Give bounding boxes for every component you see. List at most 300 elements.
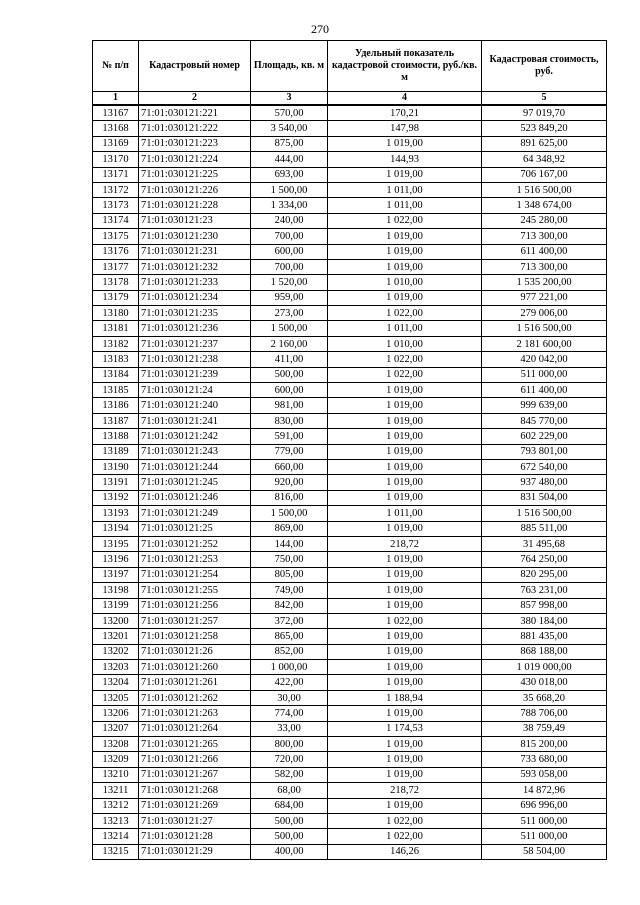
table-row — [93, 767, 607, 782]
area-cell: 959,00 — [251, 290, 328, 305]
cadastral-value-cell: 820 295,00 — [482, 567, 607, 582]
cadastral-number-cell: 71:01:030121:222 — [139, 121, 251, 136]
unit-rate-cell: 1 019,00 — [328, 660, 482, 675]
header-unit-rate: Удельный показатель кадастровой стоимости, руб./кв. м — [328, 41, 482, 92]
cadastral-value-cell: 602 229,00 — [482, 429, 607, 444]
row-number-cell: 13211 — [93, 783, 139, 798]
row-number-cell: 13176 — [93, 244, 139, 259]
cadastral-value-cell: 593 058,00 — [482, 767, 607, 782]
area-cell: 30,00 — [251, 690, 328, 705]
unit-rate-cell: 1 019,00 — [328, 521, 482, 536]
area-cell: 273,00 — [251, 306, 328, 321]
area-cell: 68,00 — [251, 783, 328, 798]
unit-rate-cell: 1 019,00 — [328, 459, 482, 474]
cadastral-value-cell: 764 250,00 — [482, 552, 607, 567]
table-row — [93, 613, 607, 628]
area-cell: 591,00 — [251, 429, 328, 444]
row-number-cell: 13209 — [93, 752, 139, 767]
cadastral-number-cell: 71:01:030121:268 — [139, 783, 251, 798]
cadastral-number-cell: 71:01:030121:257 — [139, 613, 251, 628]
row-number-cell: 13175 — [93, 229, 139, 244]
unit-rate-cell: 1 019,00 — [328, 567, 482, 582]
cadastral-number-cell: 71:01:030121:260 — [139, 660, 251, 675]
row-number-cell: 13193 — [93, 506, 139, 521]
cadastral-value-cell: 1 019 000,00 — [482, 660, 607, 675]
cadastral-value-cell: 891 625,00 — [482, 136, 607, 151]
unit-rate-cell: 1 019,00 — [328, 429, 482, 444]
cadastral-value-cell: 14 872,96 — [482, 783, 607, 798]
table-row — [93, 275, 607, 290]
cadastral-number-cell: 71:01:030121:231 — [139, 244, 251, 259]
unit-rate-cell: 1 022,00 — [328, 367, 482, 382]
row-number-cell: 13179 — [93, 290, 139, 305]
area-cell: 774,00 — [251, 706, 328, 721]
table-row — [93, 844, 607, 859]
row-number-cell: 13192 — [93, 490, 139, 505]
cadastral-value-cell: 733 680,00 — [482, 752, 607, 767]
cadastral-number-cell: 71:01:030121:27 — [139, 813, 251, 828]
unit-rate-cell: 1 011,00 — [328, 182, 482, 197]
table-row — [93, 459, 607, 474]
table-row — [93, 706, 607, 721]
cadastral-number-cell: 71:01:030121:236 — [139, 321, 251, 336]
table-row — [93, 398, 607, 413]
unit-rate-cell: 1 010,00 — [328, 275, 482, 290]
unit-rate-cell: 1 019,00 — [328, 290, 482, 305]
header-cadastral-value: Кадастровая стоимость, руб. — [482, 41, 607, 92]
area-cell: 600,00 — [251, 383, 328, 398]
cadastral-value-cell: 881 435,00 — [482, 629, 607, 644]
cadastral-number-cell: 71:01:030121:226 — [139, 182, 251, 197]
unit-rate-cell: 1 011,00 — [328, 321, 482, 336]
table-row — [93, 567, 607, 582]
unit-rate-cell: 1 019,00 — [328, 706, 482, 721]
row-number-cell: 13210 — [93, 767, 139, 782]
unit-rate-cell: 1 019,00 — [328, 383, 482, 398]
cadastral-number-cell: 71:01:030121:24 — [139, 383, 251, 398]
table-row — [93, 259, 607, 274]
cadastral-value-cell: 611 400,00 — [482, 244, 607, 259]
table-row — [93, 198, 607, 213]
cadastral-number-cell: 71:01:030121:234 — [139, 290, 251, 305]
unit-rate-cell: 1 010,00 — [328, 336, 482, 351]
table-row — [93, 213, 607, 228]
unit-rate-cell: 1 019,00 — [328, 475, 482, 490]
table-row — [93, 167, 607, 182]
cadastral-value-cell: 523 849,20 — [482, 121, 607, 136]
cadastral-value-cell: 31 495,68 — [482, 536, 607, 551]
area-cell: 500,00 — [251, 367, 328, 382]
table-row — [93, 306, 607, 321]
row-number-cell: 13181 — [93, 321, 139, 336]
column-number-row — [93, 92, 607, 106]
table-row — [93, 536, 607, 551]
unit-rate-cell: 1 019,00 — [328, 798, 482, 813]
area-cell: 1 334,00 — [251, 198, 328, 213]
cadastral-number-cell: 71:01:030121:264 — [139, 721, 251, 736]
row-number-cell: 13196 — [93, 552, 139, 567]
row-number-cell: 13207 — [93, 721, 139, 736]
area-cell: 1 500,00 — [251, 182, 328, 197]
area-cell: 816,00 — [251, 490, 328, 505]
table-row — [93, 244, 607, 259]
cadastral-number-cell: 71:01:030121:239 — [139, 367, 251, 382]
unit-rate-cell: 1 019,00 — [328, 413, 482, 428]
unit-rate-cell: 1 019,00 — [328, 583, 482, 598]
column-number: 5 — [482, 92, 607, 106]
row-number-cell: 13172 — [93, 182, 139, 197]
table-row — [93, 798, 607, 813]
cadastral-value-cell: 611 400,00 — [482, 383, 607, 398]
table-row — [93, 690, 607, 705]
unit-rate-cell: 144,93 — [328, 152, 482, 167]
cadastral-number-cell: 71:01:030121:232 — [139, 259, 251, 274]
table-row — [93, 490, 607, 505]
cadastral-number-cell: 71:01:030121:266 — [139, 752, 251, 767]
cadastral-number-cell: 71:01:030121:244 — [139, 459, 251, 474]
row-number-cell: 13189 — [93, 444, 139, 459]
row-number-cell: 13171 — [93, 167, 139, 182]
header-row-number: № п/п — [93, 41, 139, 92]
table-row — [93, 737, 607, 752]
cadastral-value-table — [92, 40, 607, 860]
cadastral-value-cell: 35 668,20 — [482, 690, 607, 705]
table-row — [93, 182, 607, 197]
row-number-cell: 13202 — [93, 644, 139, 659]
unit-rate-cell: 1 019,00 — [328, 136, 482, 151]
table-row — [93, 629, 607, 644]
cadastral-number-cell: 71:01:030121:223 — [139, 136, 251, 151]
cadastral-value-cell: 511 000,00 — [482, 367, 607, 382]
cadastral-number-cell: 71:01:030121:224 — [139, 152, 251, 167]
cadastral-value-cell: 977 221,00 — [482, 290, 607, 305]
header-row — [93, 41, 607, 92]
cadastral-value-cell: 885 511,00 — [482, 521, 607, 536]
table-row — [93, 721, 607, 736]
row-number-cell: 13184 — [93, 367, 139, 382]
unit-rate-cell: 1 022,00 — [328, 613, 482, 628]
row-number-cell: 13198 — [93, 583, 139, 598]
table-row — [93, 783, 607, 798]
cadastral-number-cell: 71:01:030121:28 — [139, 829, 251, 844]
cadastral-number-cell: 71:01:030121:235 — [139, 306, 251, 321]
table-row — [93, 152, 607, 167]
row-number-cell: 13206 — [93, 706, 139, 721]
table-row — [93, 105, 607, 121]
area-cell: 842,00 — [251, 598, 328, 613]
table-row — [93, 383, 607, 398]
area-cell: 1 500,00 — [251, 506, 328, 521]
unit-rate-cell: 1 019,00 — [328, 244, 482, 259]
unit-rate-cell: 1 019,00 — [328, 259, 482, 274]
area-cell: 1 520,00 — [251, 275, 328, 290]
unit-rate-cell: 1 022,00 — [328, 829, 482, 844]
table-row — [93, 644, 607, 659]
cadastral-number-cell: 71:01:030121:221 — [139, 105, 251, 121]
cadastral-value-cell: 868 188,00 — [482, 644, 607, 659]
row-number-cell: 13199 — [93, 598, 139, 613]
area-cell: 372,00 — [251, 613, 328, 628]
row-number-cell: 13182 — [93, 336, 139, 351]
header-area: Площадь, кв. м — [251, 41, 328, 92]
table-row — [93, 136, 607, 151]
table-row — [93, 229, 607, 244]
unit-rate-cell: 1 019,00 — [328, 675, 482, 690]
column-number: 2 — [139, 92, 251, 106]
row-number-cell: 13204 — [93, 675, 139, 690]
unit-rate-cell: 146,26 — [328, 844, 482, 859]
table-body — [93, 105, 607, 860]
cadastral-number-cell: 71:01:030121:23 — [139, 213, 251, 228]
row-number-cell: 13177 — [93, 259, 139, 274]
table-row — [93, 829, 607, 844]
cadastral-value-cell: 999 639,00 — [482, 398, 607, 413]
unit-rate-cell: 170,21 — [328, 105, 482, 121]
row-number-cell: 13191 — [93, 475, 139, 490]
row-number-cell: 13186 — [93, 398, 139, 413]
row-number-cell: 13212 — [93, 798, 139, 813]
table-row — [93, 813, 607, 828]
table-row — [93, 367, 607, 382]
area-cell: 920,00 — [251, 475, 328, 490]
area-cell: 852,00 — [251, 644, 328, 659]
table-row — [93, 752, 607, 767]
area-cell: 422,00 — [251, 675, 328, 690]
cadastral-number-cell: 71:01:030121:256 — [139, 598, 251, 613]
table-row — [93, 352, 607, 367]
row-number-cell: 13194 — [93, 521, 139, 536]
row-number-cell: 13174 — [93, 213, 139, 228]
unit-rate-cell: 1 174,53 — [328, 721, 482, 736]
table-row — [93, 552, 607, 567]
cadastral-number-cell: 71:01:030121:267 — [139, 767, 251, 782]
unit-rate-cell: 1 188,94 — [328, 690, 482, 705]
cadastral-number-cell: 71:01:030121:254 — [139, 567, 251, 582]
cadastral-number-cell: 71:01:030121:262 — [139, 690, 251, 705]
cadastral-value-cell: 245 280,00 — [482, 213, 607, 228]
row-number-cell: 13170 — [93, 152, 139, 167]
cadastral-value-cell: 857 998,00 — [482, 598, 607, 613]
unit-rate-cell: 1 019,00 — [328, 167, 482, 182]
cadastral-number-cell: 71:01:030121:253 — [139, 552, 251, 567]
area-cell: 144,00 — [251, 536, 328, 551]
table-row — [93, 660, 607, 675]
unit-rate-cell: 1 019,00 — [328, 767, 482, 782]
table-row — [93, 675, 607, 690]
cadastral-value-cell: 788 706,00 — [482, 706, 607, 721]
table-row — [93, 121, 607, 136]
unit-rate-cell: 1 019,00 — [328, 629, 482, 644]
cadastral-value-cell: 1 535 200,00 — [482, 275, 607, 290]
area-cell: 240,00 — [251, 213, 328, 228]
table-row — [93, 521, 607, 536]
unit-rate-cell: 1 022,00 — [328, 352, 482, 367]
area-cell: 660,00 — [251, 459, 328, 474]
unit-rate-cell: 1 019,00 — [328, 552, 482, 567]
area-cell: 3 540,00 — [251, 121, 328, 136]
table-row — [93, 413, 607, 428]
unit-rate-cell: 1 019,00 — [328, 398, 482, 413]
table-row — [93, 321, 607, 336]
cadastral-value-cell: 706 167,00 — [482, 167, 607, 182]
area-cell: 875,00 — [251, 136, 328, 151]
unit-rate-cell: 218,72 — [328, 536, 482, 551]
table-header — [93, 41, 607, 106]
cadastral-number-cell: 71:01:030121:252 — [139, 536, 251, 551]
cadastral-value-cell: 1 348 674,00 — [482, 198, 607, 213]
table-row — [93, 336, 607, 351]
cadastral-number-cell: 71:01:030121:26 — [139, 644, 251, 659]
area-cell: 684,00 — [251, 798, 328, 813]
page-number: 270 — [311, 22, 329, 36]
unit-rate-cell: 1 019,00 — [328, 737, 482, 752]
unit-rate-cell: 1 019,00 — [328, 229, 482, 244]
row-number-cell: 13173 — [93, 198, 139, 213]
area-cell: 830,00 — [251, 413, 328, 428]
area-cell: 720,00 — [251, 752, 328, 767]
row-number-cell: 13195 — [93, 536, 139, 551]
area-cell: 600,00 — [251, 244, 328, 259]
table-row — [93, 583, 607, 598]
cadastral-value-cell: 815 200,00 — [482, 737, 607, 752]
table-row — [93, 475, 607, 490]
row-number-cell: 13187 — [93, 413, 139, 428]
area-cell: 444,00 — [251, 152, 328, 167]
cadastral-value-cell: 713 300,00 — [482, 229, 607, 244]
cadastral-value-cell: 672 540,00 — [482, 459, 607, 474]
row-number-cell: 13197 — [93, 567, 139, 582]
cadastral-number-cell: 71:01:030121:241 — [139, 413, 251, 428]
row-number-cell: 13168 — [93, 121, 139, 136]
cadastral-number-cell: 71:01:030121:258 — [139, 629, 251, 644]
unit-rate-cell: 1 019,00 — [328, 598, 482, 613]
area-cell: 700,00 — [251, 259, 328, 274]
cadastral-number-cell: 71:01:030121:246 — [139, 490, 251, 505]
area-cell: 570,00 — [251, 105, 328, 121]
area-cell: 1 500,00 — [251, 321, 328, 336]
cadastral-value-cell: 511 000,00 — [482, 813, 607, 828]
cadastral-value-cell: 420 042,00 — [482, 352, 607, 367]
column-number: 4 — [328, 92, 482, 106]
cadastral-value-cell: 1 516 500,00 — [482, 506, 607, 521]
area-cell: 749,00 — [251, 583, 328, 598]
row-number-cell: 13190 — [93, 459, 139, 474]
area-cell: 779,00 — [251, 444, 328, 459]
cadastral-number-cell: 71:01:030121:25 — [139, 521, 251, 536]
row-number-cell: 13178 — [93, 275, 139, 290]
area-cell: 981,00 — [251, 398, 328, 413]
area-cell: 800,00 — [251, 737, 328, 752]
table-row — [93, 506, 607, 521]
cadastral-value-cell: 97 019,70 — [482, 105, 607, 121]
unit-rate-cell: 1 022,00 — [328, 306, 482, 321]
cadastral-number-cell: 71:01:030121:238 — [139, 352, 251, 367]
row-number-cell: 13180 — [93, 306, 139, 321]
unit-rate-cell: 1 019,00 — [328, 644, 482, 659]
row-number-cell: 13201 — [93, 629, 139, 644]
cadastral-value-cell: 793 801,00 — [482, 444, 607, 459]
cadastral-value-cell: 763 231,00 — [482, 583, 607, 598]
area-cell: 700,00 — [251, 229, 328, 244]
row-number-cell: 13188 — [93, 429, 139, 444]
row-number-cell: 13215 — [93, 844, 139, 859]
cadastral-number-cell: 71:01:030121:233 — [139, 275, 251, 290]
row-number-cell: 13203 — [93, 660, 139, 675]
unit-rate-cell: 1 019,00 — [328, 752, 482, 767]
cadastral-value-cell: 1 516 500,00 — [482, 321, 607, 336]
area-cell: 33,00 — [251, 721, 328, 736]
unit-rate-cell: 1 019,00 — [328, 444, 482, 459]
cadastral-value-cell: 696 996,00 — [482, 798, 607, 813]
cadastral-number-cell: 71:01:030121:225 — [139, 167, 251, 182]
cadastral-value-cell: 831 504,00 — [482, 490, 607, 505]
cadastral-number-cell: 71:01:030121:265 — [139, 737, 251, 752]
row-number-cell: 13185 — [93, 383, 139, 398]
area-cell: 693,00 — [251, 167, 328, 182]
cadastral-number-cell: 71:01:030121:237 — [139, 336, 251, 351]
row-number-cell: 13183 — [93, 352, 139, 367]
table-row — [93, 444, 607, 459]
area-cell: 2 160,00 — [251, 336, 328, 351]
cadastral-value-cell: 58 504,00 — [482, 844, 607, 859]
cadastral-number-cell: 71:01:030121:263 — [139, 706, 251, 721]
column-number: 3 — [251, 92, 328, 106]
cadastral-value-cell: 845 770,00 — [482, 413, 607, 428]
unit-rate-cell: 1 011,00 — [328, 198, 482, 213]
cadastral-value-cell: 279 006,00 — [482, 306, 607, 321]
column-number: 1 — [93, 92, 139, 106]
cadastral-value-cell: 64 348,92 — [482, 152, 607, 167]
row-number-cell: 13200 — [93, 613, 139, 628]
cadastral-number-cell: 71:01:030121:240 — [139, 398, 251, 413]
row-number-cell: 13214 — [93, 829, 139, 844]
row-number-cell: 13205 — [93, 690, 139, 705]
area-cell: 1 000,00 — [251, 660, 328, 675]
area-cell: 582,00 — [251, 767, 328, 782]
cadastral-value-cell: 511 000,00 — [482, 829, 607, 844]
area-cell: 865,00 — [251, 629, 328, 644]
cadastral-value-cell: 38 759,49 — [482, 721, 607, 736]
area-cell: 411,00 — [251, 352, 328, 367]
table-row — [93, 598, 607, 613]
cadastral-value-cell: 937 480,00 — [482, 475, 607, 490]
cadastral-number-cell: 71:01:030121:269 — [139, 798, 251, 813]
cadastral-value-cell: 1 516 500,00 — [482, 182, 607, 197]
cadastral-number-cell: 71:01:030121:261 — [139, 675, 251, 690]
unit-rate-cell: 1 022,00 — [328, 213, 482, 228]
cadastral-number-cell: 71:01:030121:29 — [139, 844, 251, 859]
unit-rate-cell: 1 019,00 — [328, 490, 482, 505]
cadastral-number-cell: 71:01:030121:230 — [139, 229, 251, 244]
area-cell: 400,00 — [251, 844, 328, 859]
cadastral-value-cell: 2 181 600,00 — [482, 336, 607, 351]
area-cell: 805,00 — [251, 567, 328, 582]
unit-rate-cell: 147,98 — [328, 121, 482, 136]
area-cell: 750,00 — [251, 552, 328, 567]
row-number-cell: 13169 — [93, 136, 139, 151]
area-cell: 500,00 — [251, 813, 328, 828]
cadastral-value-cell: 380 184,00 — [482, 613, 607, 628]
row-number-cell: 13213 — [93, 813, 139, 828]
cadastral-value-cell: 430 018,00 — [482, 675, 607, 690]
cadastral-number-cell: 71:01:030121:245 — [139, 475, 251, 490]
cadastral-value-cell: 713 300,00 — [482, 259, 607, 274]
cadastral-number-cell: 71:01:030121:249 — [139, 506, 251, 521]
unit-rate-cell: 218,72 — [328, 783, 482, 798]
cadastral-number-cell: 71:01:030121:242 — [139, 429, 251, 444]
unit-rate-cell: 1 022,00 — [328, 813, 482, 828]
row-number-cell: 13167 — [93, 105, 139, 121]
